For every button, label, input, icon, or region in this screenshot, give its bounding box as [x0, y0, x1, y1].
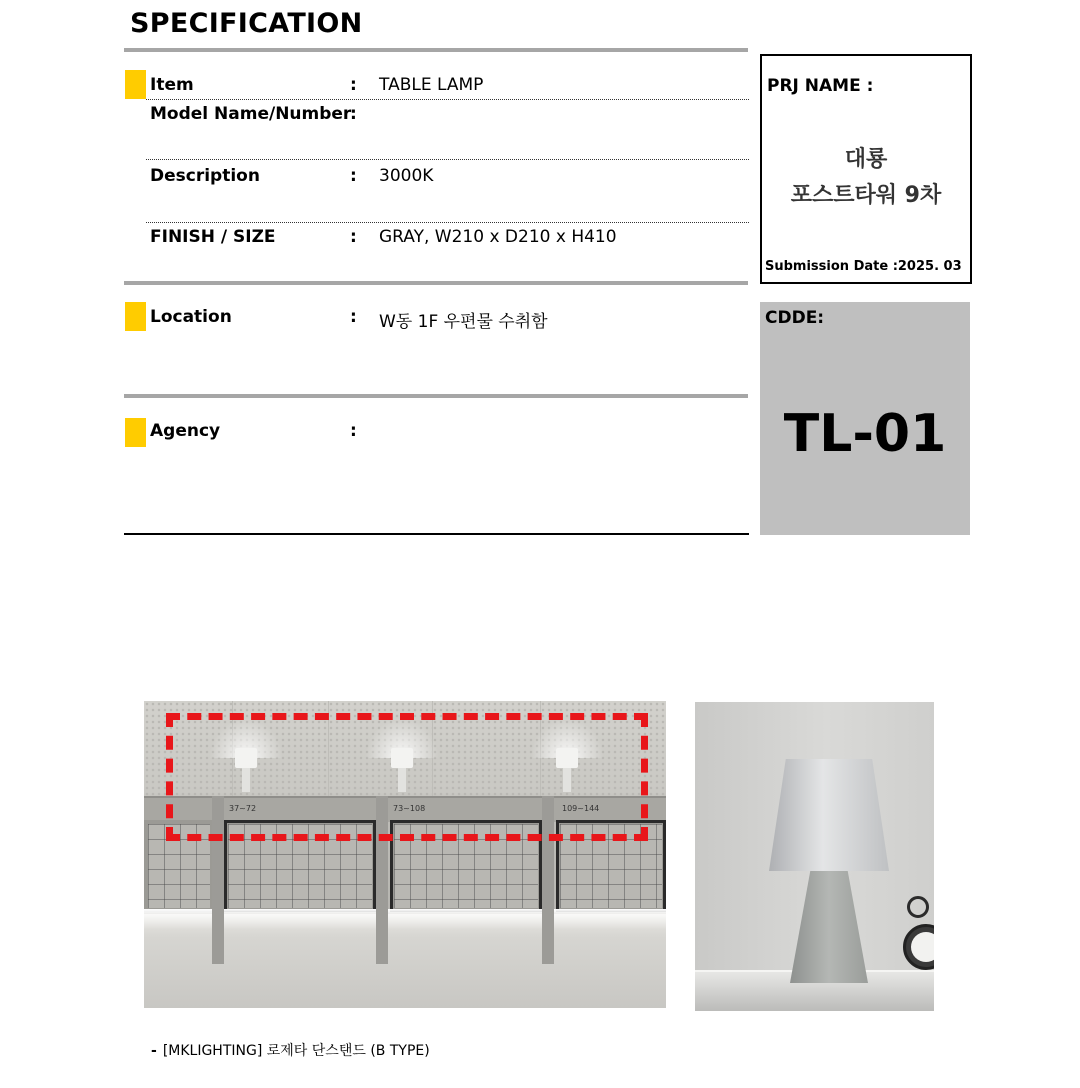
model-colon: :: [350, 104, 357, 124]
agency-marker: [125, 418, 146, 447]
model-divider: [146, 159, 749, 160]
code-box: [760, 302, 970, 535]
caption-text: [MKLIGHTING] 로제타 단스탠드 (B TYPE): [162, 1043, 430, 1059]
item-colon: :: [350, 75, 357, 95]
alarm-clock: [903, 924, 934, 970]
code-value: TL-01: [783, 404, 947, 464]
project-name-line2: 포스트타워 9차: [790, 183, 942, 208]
mailbox-label: 73~108: [393, 804, 426, 813]
location-colon: :: [350, 307, 357, 327]
project-label: PRJ NAME :: [767, 76, 874, 96]
product-photo: [695, 702, 934, 1011]
highlight-box: [166, 713, 648, 841]
section-rule-1: [124, 281, 748, 285]
agency-colon: :: [350, 421, 357, 441]
agency-label: Agency: [150, 421, 221, 441]
description-value: 3000K: [379, 166, 434, 186]
mailbox-label: 109~144: [562, 804, 600, 813]
clock-bell: [907, 896, 929, 918]
section-rule-2: [124, 394, 748, 398]
lamp-base: [790, 871, 868, 983]
location-value: W동 1F 우편물 수취함: [379, 312, 548, 332]
page-title: SPECIFICATION: [130, 8, 363, 39]
description-colon: :: [350, 166, 357, 186]
product-caption: [151, 1040, 430, 1060]
finish-value: GRAY, W210 x D210 x H410: [379, 227, 617, 247]
item-marker: [125, 70, 146, 99]
location-label: Location: [150, 307, 232, 327]
caption-dash: -: [151, 1043, 157, 1059]
header-rule: [124, 48, 748, 52]
section-rule-end: [124, 533, 749, 535]
location-marker: [125, 302, 146, 331]
site-photo: [144, 701, 666, 1008]
submission-value: 2025. 03: [897, 259, 962, 274]
lamp-shade: [769, 759, 889, 871]
model-label: Model Name/Number: [150, 104, 352, 124]
mailbox-label: 37~72: [229, 804, 257, 813]
code-label: CDDE:: [765, 308, 825, 328]
item-value: TABLE LAMP: [379, 75, 484, 95]
submission-date: [765, 259, 962, 274]
description-label: Description: [150, 166, 260, 186]
description-divider: [146, 222, 749, 223]
submission-label: Submission Date :: [765, 259, 898, 274]
item-divider: [146, 99, 749, 100]
project-name-line1: 대룡: [844, 147, 888, 172]
project-box: [760, 54, 972, 284]
finish-label: FINISH / SIZE: [150, 227, 276, 247]
finish-colon: :: [350, 227, 357, 247]
item-label: Item: [150, 75, 194, 95]
